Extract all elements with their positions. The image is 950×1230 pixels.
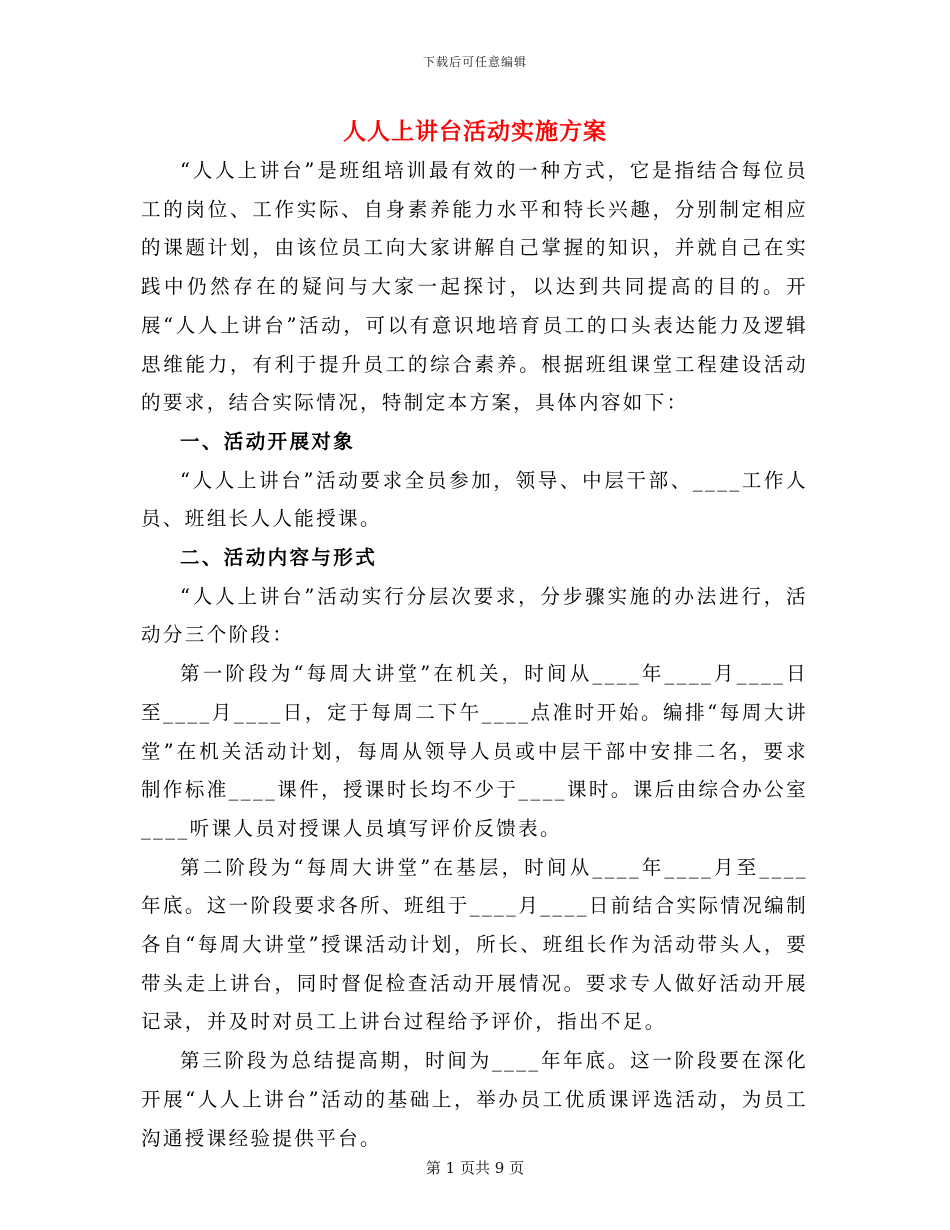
stage-two-paragraph: 第二阶段为“每周大讲堂”在基层，时间从____年____月至____年底。这一阶段要求各所、班组于____月____日前结合实际情况编制各自“每周大讲堂”授课活动计划，所长、班组长作为活动带头人，要带头走上讲台，同时督促检查活动开展情况。要求专人做好活动开展记录，并及时对员工上讲台过程给予评价，指出不足。: [141, 855, 808, 1034]
stage-one-paragraph: 第一阶段为“每周大讲堂”在机关，时间从____年____月____日至____月____日，定于每周二下午____点准时开始。编排“每周大讲堂”在机关活动计划，每周从领导人员或中层干部中安排二名，要求制作标准____课件，授课时长均不少于____课时。课后由综合办公室____听课人员对授课人员填写评价反馈表。: [141, 662, 808, 840]
stage-three-paragraph: 第三阶段为总结提高期，时间为____年年底。这一阶段要在深化开展“人人上讲台”活动的基础上，举办员工优质课评选活动，为员工沟通授课经验提供平台。: [141, 1049, 808, 1150]
intro-paragraph: “人人上讲台”是班组培训最有效的一种方式，它是指结合每位员工的岗位、工作实际、自身素养能力水平和特长兴趣，分别制定相应的课题计划，由该位员工向大家讲解自己掌握的知识，并就自己在实践中仍然存在的疑问与大家一起探讨，以达到共同提高的目的。开展“人人上讲台”活动，可以有意识地培育员工的口头表达能力及逻辑思维能力，有利于提升员工的综合素养。根据班组课堂工程建设活动的要求，结合实际情况，特制定本方案，具体内容如下：: [141, 159, 808, 415]
section-heading-participants: 一、活动开展对象: [180, 429, 356, 453]
document-body: [141, 152, 808, 1158]
page-number: 第 1 页共 9 页: [425, 1159, 525, 1177]
header-note: 下载后可任意编辑: [422, 55, 527, 69]
document-title: 人人上讲台活动实施方案: [343, 118, 607, 145]
participants-paragraph: “人人上讲台”活动要求全员参加，领导、中层干部、____工作人员、班组长人人能授课。: [141, 468, 808, 531]
section-heading-content-form: 二、活动内容与形式: [180, 546, 378, 570]
content-form-paragraph: “人人上讲台”活动实行分层次要求，分步骤实施的办法进行，活动分三个阶段：: [141, 584, 808, 647]
